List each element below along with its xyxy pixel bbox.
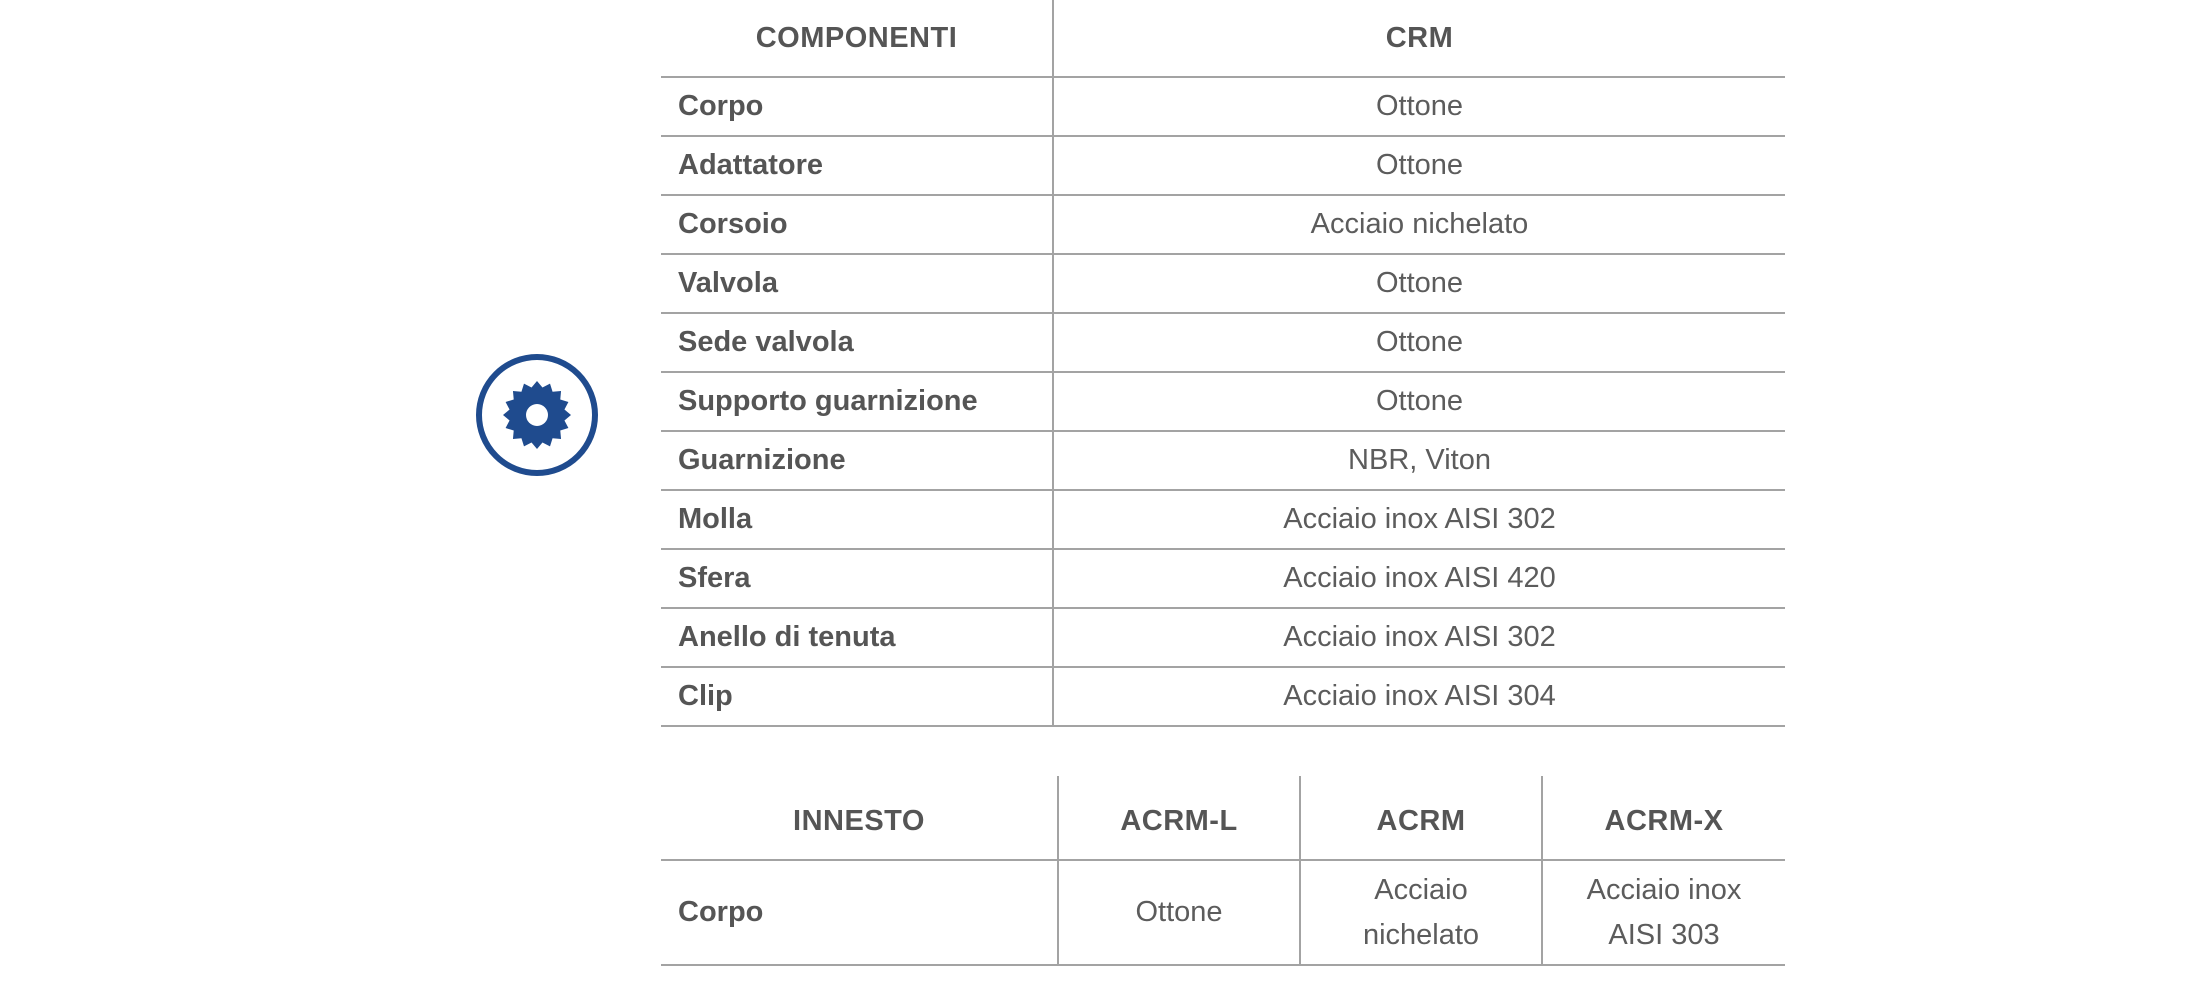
component-name: Anello di tenuta: [661, 608, 1053, 667]
component-material: Ottone: [1053, 136, 1785, 195]
component-material: NBR, Viton: [1053, 431, 1785, 490]
header-acrm: ACRM: [1300, 776, 1542, 860]
header-componenti: COMPONENTI: [661, 0, 1053, 77]
component-name: Valvola: [661, 254, 1053, 313]
materials-table: [661, 0, 1785, 727]
header-acrm-l: ACRM-L: [1058, 776, 1300, 860]
component-name: Corpo: [661, 77, 1053, 136]
materials-header-row: [661, 0, 1785, 77]
component-name: Sfera: [661, 549, 1053, 608]
innesto-header-row: [661, 776, 1785, 860]
table-row: [661, 77, 1785, 136]
table-row: [661, 254, 1785, 313]
component-material: Ottone: [1053, 77, 1785, 136]
component-name: Clip: [661, 667, 1053, 726]
component-name: Guarnizione: [661, 431, 1053, 490]
component-material: Acciaio inox AISI 302: [1053, 608, 1785, 667]
material-acrm-l: [1058, 860, 1300, 965]
component-material: Acciaio nichelato: [1053, 195, 1785, 254]
component-name: Corsoio: [661, 195, 1053, 254]
table-row: [661, 667, 1785, 726]
table-row: [661, 490, 1785, 549]
header-acrm-x: ACRM-X: [1542, 776, 1785, 860]
innesto-row-label: Corpo: [661, 860, 1058, 965]
component-material: Acciaio inox AISI 304: [1053, 667, 1785, 726]
gear-badge: [475, 353, 599, 477]
component-material: Acciaio inox AISI 302: [1053, 490, 1785, 549]
component-name: Adattatore: [661, 136, 1053, 195]
cell-line: Acciaio: [1374, 873, 1468, 906]
table-row: [661, 372, 1785, 431]
table-row: [661, 860, 1785, 965]
gear-icon: [475, 353, 599, 477]
cell-line: nichelato: [1362, 918, 1480, 951]
material-acrm-x: [1542, 860, 1785, 965]
header-innesto: INNESTO: [661, 776, 1058, 860]
table-row: [661, 195, 1785, 254]
component-name: Molla: [661, 490, 1053, 549]
material-acrm: [1300, 860, 1542, 965]
innesto-table: [661, 776, 1785, 966]
component-material: Acciaio inox AISI 420: [1053, 549, 1785, 608]
cell-line: Ottone: [1135, 896, 1223, 928]
table-row: [661, 313, 1785, 372]
table-row: [661, 608, 1785, 667]
header-crm: CRM: [1053, 0, 1785, 77]
table-row: [661, 431, 1785, 490]
component-material: Ottone: [1053, 254, 1785, 313]
component-material: Ottone: [1053, 372, 1785, 431]
cell-line: AISI 303: [1608, 918, 1720, 951]
component-material: Ottone: [1053, 313, 1785, 372]
cell-line: Acciaio inox: [1586, 873, 1742, 906]
table-row: [661, 136, 1785, 195]
component-name: Supporto guarnizione: [661, 372, 1053, 431]
component-name: Sede valvola: [661, 313, 1053, 372]
table-row: [661, 549, 1785, 608]
